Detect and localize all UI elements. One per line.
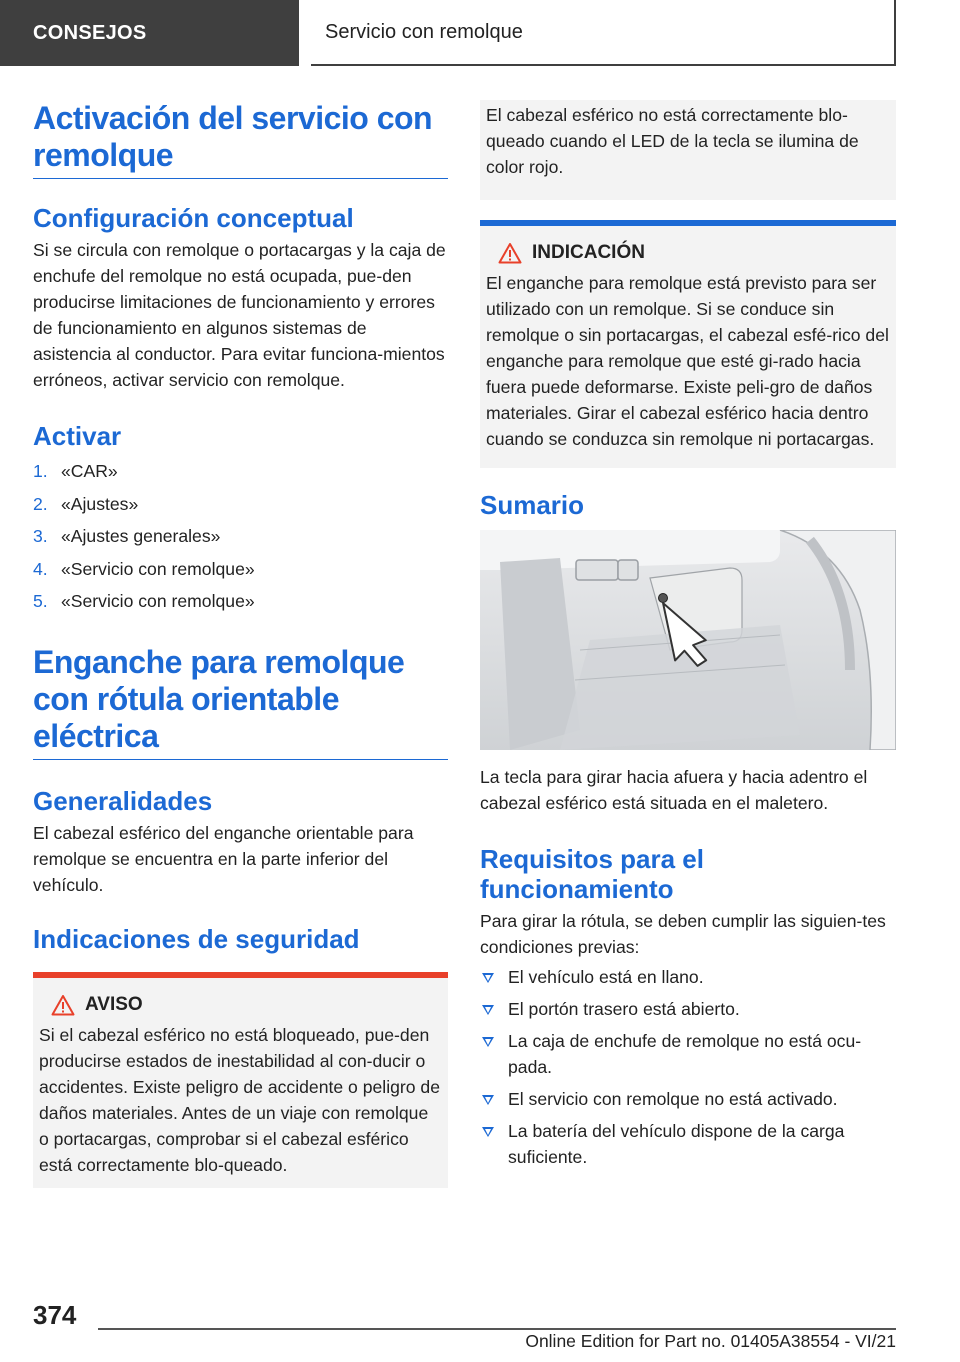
warning-triangle-icon (498, 242, 522, 264)
warning-triangle-icon (51, 994, 75, 1016)
heading-requisitos: Requisitos para el funcionamiento (480, 844, 704, 904)
heading-activation: Activación del servicio con remolque (33, 100, 448, 179)
notice-text: El enganche para remolque está previsto para ser utilizado con un remolque. Si se conduce sin remolque o sin portacargas, el cabezal esfé‐rico del enganche para remolque que esté gi‐rado hacia fuera puede deformarse. Existe peli‐gro de daños materiales. Girar el cabezal esférico hacia dentro cuando se conduzca sin remolque ni portacargas. (486, 273, 889, 449)
list-item: La batería del vehículo dispone de la carga suficiente. (480, 1118, 896, 1170)
list-item: 5. «Servicio con remolque» (33, 591, 255, 611)
list-item: El servicio con remolque no está activado. (480, 1086, 896, 1112)
warning-box-continued (480, 100, 896, 200)
list-item: La caja de enchufe de remolque no está ocu‐pada. (480, 1028, 896, 1080)
heading-seguridad: Indicaciones de seguridad (33, 923, 360, 954)
left-column (33, 100, 448, 1188)
heading-generalidades: Generalidades (33, 785, 213, 816)
header-topic: Servicio con remolque (311, 0, 896, 66)
right-column (480, 100, 896, 1176)
warning-box (33, 972, 448, 1188)
triangle-bullet-icon (482, 973, 494, 983)
triangle-bullet-icon (482, 1095, 494, 1105)
requirements-list (480, 964, 896, 1170)
list-item: 1. «CAR» (33, 461, 118, 481)
heading-sumario: Sumario (480, 490, 585, 520)
heading-config: Configuración conceptual (33, 203, 354, 233)
paragraph-generalidades: El cabezal esférico del enganche orientable para remolque se encuentra en la parte inferior del vehículo. (33, 822, 414, 895)
list-item: El vehículo está en llano. (480, 964, 896, 990)
warning-text: Si el cabezal esférico no está bloqueado, pue‐den producirse estados de inestabilidad al con‐ducir o accidentes. Existe peligro de accidente o peligro de daños materiales. Antes de un viaje con remolque o portacargas, comprobar si el cabezal esférico está correctamente blo‐queado. (39, 1024, 440, 1175)
triangle-bullet-icon (482, 1037, 494, 1047)
page-number: 374 (33, 1300, 77, 1330)
photo-caption: La tecla para girar hacia afuera y hacia adentro el cabezal esférico está situada en el maletero. (480, 767, 868, 813)
steps-list (33, 455, 448, 618)
warning-text-continued: El cabezal esférico no está correctamente blo‐queado cuando el LED de la tecla se ilumina de color rojo. (486, 105, 859, 177)
paragraph-config: Si se circula con remolque o portacargas y la caja de enchufe del remolque no está ocupada, pue‐den producirse limitaciones de funcionamiento y errores de funcionamiento en algunos sistemas de asistencia al conductor. Para evitar funciona‐mientos erróneos, activar servicio con remolque. (33, 240, 446, 390)
notice-title: INDICACIÓN (486, 238, 890, 268)
notice-box (480, 220, 896, 468)
list-item: 2. «Ajustes» (33, 493, 139, 514)
footer-rule (98, 1328, 896, 1330)
warning-title: AVISO (39, 990, 442, 1020)
heading-enganche: Enganche para remolque con rótula orientable eléctrica (33, 644, 448, 760)
header-section-tab: CONSEJOS (0, 0, 299, 66)
heading-activar: Activar (33, 421, 122, 451)
footer-edition: Online Edition for Part no. 01405A38554 - VI/21 (525, 1331, 896, 1351)
list-item: 3. «Ajustes generales» (33, 526, 221, 546)
triangle-bullet-icon (482, 1005, 494, 1015)
paragraph-requisitos: Para girar la rótula, se deben cumplir las siguien‐tes condiciones previas: (480, 911, 886, 957)
triangle-bullet-icon (482, 1127, 494, 1137)
list-item: 4. «Servicio con remolque» (33, 558, 255, 579)
list-item: El portón trasero está abierto. (480, 996, 896, 1022)
trunk-button-illustration (480, 530, 896, 750)
